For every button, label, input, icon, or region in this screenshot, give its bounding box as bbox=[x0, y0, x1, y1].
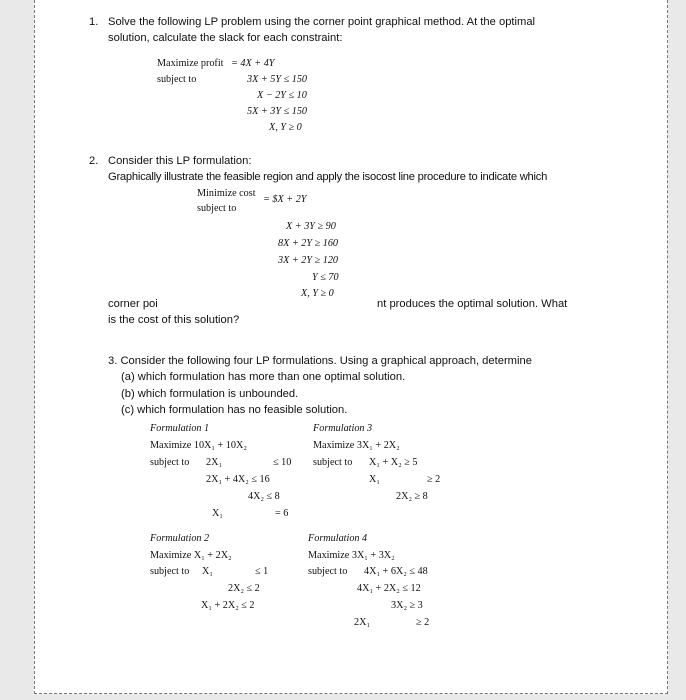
f2-constraint-1-rhs: ≤ 1 bbox=[255, 566, 269, 577]
q1-constraint-2: X − 2Y ≤ 10 bbox=[257, 90, 307, 101]
q3-part-a: (a) which formulation has more than one optimal solution. bbox=[121, 371, 406, 383]
f2-constraint-3: X₁ + 2X₂ ≤ 2 bbox=[201, 600, 255, 611]
f4-constraint-3: 3X₂ ≥ 3 bbox=[391, 600, 423, 611]
q1-constraint-1: 3X + 5Y ≤ 150 bbox=[247, 74, 308, 85]
q2-constraint-1: X + 3Y ≥ 90 bbox=[286, 221, 336, 232]
f1-constraint-4-lhs: X₁ bbox=[212, 508, 223, 519]
q1-constraint-3: 5X + 3Y ≤ 150 bbox=[247, 106, 308, 117]
f4-constraint-1: 4X₁ + 6X₂ ≤ 48 bbox=[364, 566, 428, 577]
f1-constraint-2: 2X₁ + 4X₂ ≤ 16 bbox=[206, 474, 270, 485]
f3-constraint-2-lhs: X₁ bbox=[369, 474, 380, 485]
q1-text-line2: solution, calculate the slack for each constraint: bbox=[108, 32, 343, 44]
f4-constraint-4-rhs: ≥ 2 bbox=[416, 617, 430, 628]
f4-constraint-4-lhs: 2X₁ bbox=[354, 617, 371, 628]
f2-constraint-1-lhs: X₁ bbox=[202, 566, 213, 577]
q2-tail-left-1: corner poi bbox=[108, 298, 158, 310]
question-1 bbox=[35, 0, 667, 140]
q2-objective-expr: = $X + 2Y bbox=[263, 194, 307, 205]
q2-constraint-5: X, Y ≥ 0 bbox=[301, 288, 334, 299]
f2-constraint-2: 2X₂ ≤ 2 bbox=[228, 583, 260, 594]
f3-objective: Maximize 3X₁ + 2X₂ bbox=[313, 440, 400, 451]
f1-constraint-1-lhs: 2X₁ bbox=[206, 457, 223, 468]
f3-constraint-1: X₁ + X₂ ≥ 5 bbox=[369, 457, 418, 468]
f4-constraint-2: 4X₁ + 2X₂ ≤ 12 bbox=[357, 583, 421, 594]
f1-constraint-1-rhs: ≤ 10 bbox=[273, 457, 292, 468]
q2-constraint-3: 3X + 2Y ≥ 120 bbox=[278, 255, 339, 266]
f4-title: Formulation 4 bbox=[308, 533, 368, 544]
q1-text-line1: Solve the following LP problem using the corner point graphical method. At the optimal bbox=[108, 16, 536, 28]
q2-number: 2. bbox=[89, 155, 99, 167]
f1-objective: Maximize 10X₁ + 10X₂ bbox=[150, 440, 247, 451]
f2-subject-to: subject to bbox=[150, 566, 190, 577]
document-page bbox=[34, 0, 668, 694]
q3-part-c: (c) which formulation has no feasible solution. bbox=[121, 404, 348, 416]
f1-title: Formulation 1 bbox=[150, 423, 210, 434]
q3-part-b: (b) which formulation is unbounded. bbox=[121, 388, 299, 400]
q1-number: 1. bbox=[89, 16, 99, 28]
f3-subject-to: subject to bbox=[313, 457, 353, 468]
f3-constraint-2-rhs: ≥ 2 bbox=[427, 474, 441, 485]
q2-tail-left-2: is the cost of this solution? bbox=[108, 314, 240, 326]
q2-text-line2: Graphically illustrate the feasible region and apply the isocost line procedure to indicate which bbox=[108, 171, 548, 183]
q1-subject-to: subject to bbox=[157, 74, 197, 85]
f2-objective: Maximize X₁ + 2X₂ bbox=[150, 550, 232, 561]
f4-subject-to: subject to bbox=[308, 566, 348, 577]
q2-text-line1: Consider this LP formulation: bbox=[108, 155, 252, 167]
f2-title: Formulation 2 bbox=[150, 533, 210, 544]
f1-subject-to: subject to bbox=[150, 457, 190, 468]
f1-constraint-4-rhs: = 6 bbox=[275, 508, 289, 519]
q2-constraint-2: 8X + 2Y ≥ 160 bbox=[278, 238, 339, 249]
q1-constraint-4: X, Y ≥ 0 bbox=[269, 122, 302, 133]
q1-objective-expr: = 4X + 4Y bbox=[231, 58, 275, 69]
q2-objective-label: Minimize cost bbox=[197, 188, 256, 199]
q2-subject-to: subject to bbox=[197, 203, 237, 214]
f3-constraint-3: 2X₂ ≥ 8 bbox=[396, 491, 428, 502]
f1-constraint-3: 4X₂ ≤ 8 bbox=[248, 491, 280, 502]
f3-title: Formulation 3 bbox=[313, 423, 373, 434]
q1-objective-label: Maximize profit bbox=[157, 58, 224, 69]
q3-intro: 3. Consider the following four LP formulations. Using a graphical approach, determine bbox=[108, 355, 532, 367]
q2-tail-right: nt produces the optimal solution. What bbox=[377, 298, 568, 310]
q2-constraint-4: Y ≤ 70 bbox=[312, 272, 339, 283]
f4-objective: Maximize 3X₁ + 3X₂ bbox=[308, 550, 395, 561]
